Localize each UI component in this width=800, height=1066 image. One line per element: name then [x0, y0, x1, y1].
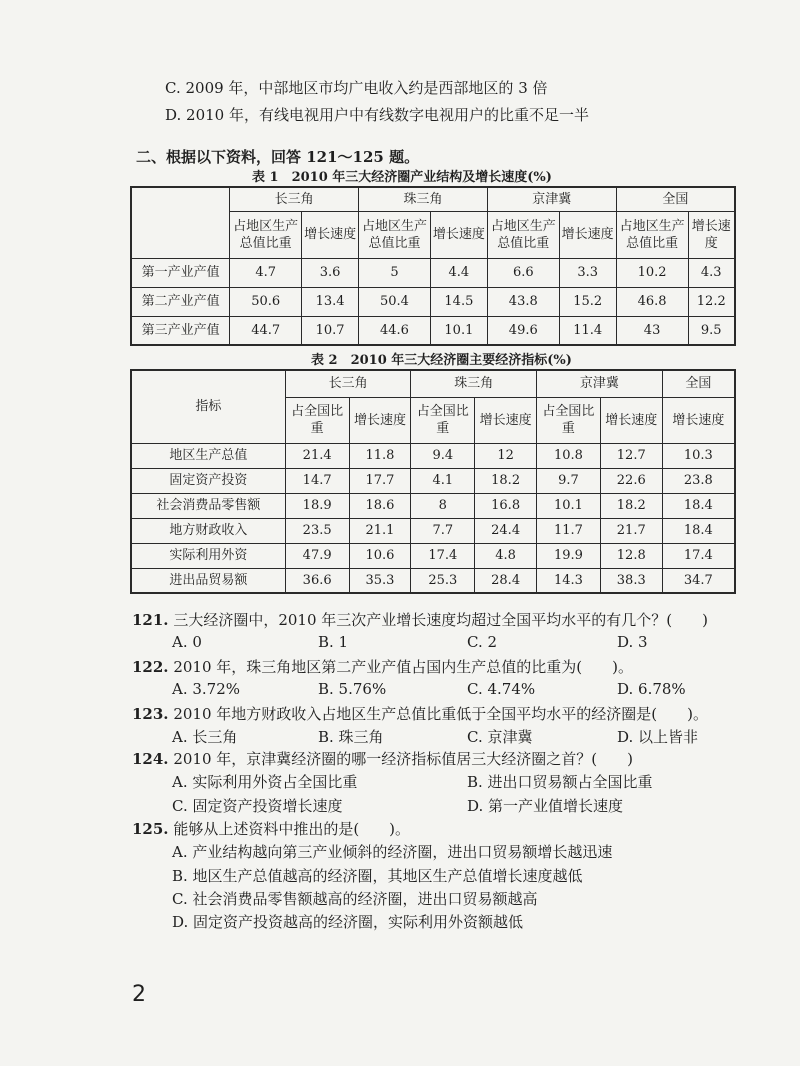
table1-region: 长三角: [230, 187, 359, 211]
option-d[interactable]: D. 以上皆非: [617, 728, 699, 746]
table2-cell: 18.9: [285, 493, 349, 518]
table1-cell: 46.8: [616, 287, 688, 316]
table1-row-label: 第二产业产值: [131, 287, 230, 316]
option-b[interactable]: B. 5.76%: [318, 680, 387, 698]
table1-subheader: 增长速度: [302, 211, 359, 258]
table1-row: [131, 287, 735, 316]
table2-cell: 35.3: [349, 568, 411, 593]
question-number: 121.: [132, 611, 169, 629]
table2-cell: 10.1: [537, 493, 601, 518]
table1-cell: 4.7: [230, 258, 302, 287]
table2-cell: 21.4: [285, 443, 349, 468]
table2-cell: 9.7: [537, 468, 601, 493]
table1-row: [131, 316, 735, 345]
table1-cell: 5: [359, 258, 431, 287]
option-a[interactable]: A. 长三角: [172, 728, 238, 746]
table2-cell: 25.3: [411, 568, 475, 593]
table2-cell: 11.8: [349, 443, 411, 468]
table2-cell: 12: [475, 443, 537, 468]
table2-cell: 36.6: [285, 568, 349, 593]
table1-cell: 13.4: [302, 287, 359, 316]
table2-cell: 22.6: [600, 468, 662, 493]
option-a[interactable]: A. 实际利用外资占全国比重: [172, 773, 358, 791]
question-text: 2010 年，京津冀经济圈的哪一经济指标值居三大经济圈之首？( ): [173, 750, 633, 768]
option-d[interactable]: D. 6.78%: [617, 680, 686, 698]
table1-row-label: 第一产业产值: [131, 258, 230, 287]
table2-cell: 24.4: [475, 518, 537, 543]
table2-cell: 38.3: [600, 568, 662, 593]
table2-cell: 12.7: [600, 443, 662, 468]
table1-subheader: 增长速度: [688, 211, 735, 258]
table1-region: 珠三角: [359, 187, 488, 211]
table1-cell: 50.4: [359, 287, 431, 316]
option-d[interactable]: D. 固定资产投资越高的经济圈，实际利用外资额越低: [172, 913, 524, 931]
table2-row-label: 地区生产总值: [131, 443, 285, 468]
table2-cell: 7.7: [411, 518, 475, 543]
table2-subheader: 占全国比重: [411, 397, 475, 443]
table2-cell: 18.2: [475, 468, 537, 493]
table2-row-label: 地方财政收入: [131, 518, 285, 543]
table2-row: [131, 568, 735, 593]
table1-cell: 4.3: [688, 258, 735, 287]
table2-caption: 表 2 2010 年三大经济圈主要经济指标(%): [311, 353, 572, 368]
table2-cell: 21.1: [349, 518, 411, 543]
table1-subheader: 占地区生产总值比重: [487, 211, 559, 258]
table2-subheader: 占全国比重: [537, 397, 601, 443]
table2-row: [131, 493, 735, 518]
option-c[interactable]: C. 4.74%: [467, 680, 536, 698]
table2-row-label: 社会消费品零售额: [131, 493, 285, 518]
table1-caption: 表 1 2010 年三大经济圈产业结构及增长速度(%): [252, 170, 552, 185]
table2-subheader: 增长速度: [349, 397, 411, 443]
table1-cell: 4.4: [430, 258, 487, 287]
table1-cell: 14.5: [430, 287, 487, 316]
question-text: 三大经济圈中，2010 年三次产业增长速度均超过全国平均水平的有几个？( ): [173, 611, 708, 629]
question-125: [132, 818, 410, 839]
table2-row-label: 固定资产投资: [131, 468, 285, 493]
option-d[interactable]: D. 第一产业值增长速度: [467, 797, 624, 815]
table2-cell: 12.8: [600, 543, 662, 568]
table2-row-label: 实际利用外资: [131, 543, 285, 568]
question-number: 124.: [132, 750, 169, 768]
table2-subheader: 占全国比重: [285, 397, 349, 443]
table1-cell: 12.2: [688, 287, 735, 316]
table2-cell: 4.8: [475, 543, 537, 568]
option-b[interactable]: B. 地区生产总值越高的经济圈，其地区生产总值增长速度越低: [172, 867, 583, 885]
table2-cell: 18.4: [662, 518, 735, 543]
table1-region: 全国: [616, 187, 735, 211]
option-b[interactable]: B. 进出口贸易额占全国比重: [467, 773, 653, 791]
table2-row-label: 进出品贸易额: [131, 568, 285, 593]
table2-indicator-header: 指标: [131, 370, 285, 443]
table1-subheader: 占地区生产总值比重: [359, 211, 431, 258]
question-number: 122.: [132, 658, 169, 676]
table1-subheader: 占地区生产总值比重: [230, 211, 302, 258]
table2-cell: 10.3: [662, 443, 735, 468]
table2: [130, 369, 736, 594]
table2-cell: 10.8: [537, 443, 601, 468]
table2-cell: 17.4: [662, 543, 735, 568]
page-number: 2: [132, 982, 146, 1007]
option-a[interactable]: A. 产业结构越向第三产业倾斜的经济圈，进出口贸易额增长越迅速: [172, 843, 613, 861]
table2-region: 京津冀: [537, 370, 663, 397]
table2-cell: 23.5: [285, 518, 349, 543]
table2-cell: 10.6: [349, 543, 411, 568]
table2-cell: 9.4: [411, 443, 475, 468]
table2-cell: 8: [411, 493, 475, 518]
table1-cell: 15.2: [559, 287, 616, 316]
table2-cell: 21.7: [600, 518, 662, 543]
intro-option-d: D. 2010 年，有线电视用户中有线数字电视用户的比重不足一半: [165, 106, 589, 124]
table2-region: 长三角: [285, 370, 411, 397]
table1-cell: 10.2: [616, 258, 688, 287]
table1-cell: 44.6: [359, 316, 431, 345]
question-text: 2010 年地方财政收入占地区生产总值比重低于全国平均水平的经济圈是( )。: [173, 705, 708, 723]
table1-row: [131, 258, 735, 287]
table2-cell: 34.7: [662, 568, 735, 593]
table2-cell: 11.7: [537, 518, 601, 543]
question-text: 2010 年，珠三角地区第二产业产值占国内生产总值的比重为( )。: [173, 658, 633, 676]
table1-cell: 3.6: [302, 258, 359, 287]
table2-cell: 18.6: [349, 493, 411, 518]
option-c[interactable]: C. 2: [467, 633, 498, 651]
option-c[interactable]: C. 社会消费品零售额越高的经济圈，进出口贸易额越高: [172, 890, 538, 908]
question-text: 能够从上述资料中推出的是( )。: [173, 820, 411, 838]
section-title: 二、根据以下资料，回答 121～125 题。: [136, 148, 420, 166]
table1-cell: 50.6: [230, 287, 302, 316]
option-c[interactable]: C. 京津冀: [467, 728, 533, 746]
table1: [130, 186, 736, 346]
table1-cell: 44.7: [230, 316, 302, 345]
table2-cell: 17.7: [349, 468, 411, 493]
table2-cell: 14.3: [537, 568, 601, 593]
question-124: [132, 748, 633, 769]
table1-cell: 3.3: [559, 258, 616, 287]
table2-cell: 4.1: [411, 468, 475, 493]
table2-row: [131, 443, 735, 468]
table2-cell: 18.4: [662, 493, 735, 518]
table2-cell: 17.4: [411, 543, 475, 568]
option-b[interactable]: B. 1: [318, 633, 349, 651]
table2-cell: 19.9: [537, 543, 601, 568]
table1-cell: 6.6: [487, 258, 559, 287]
table1-subheader: 增长速度: [559, 211, 616, 258]
table1-cell: 43: [616, 316, 688, 345]
table1-corner: [131, 187, 230, 258]
intro-option-c: C. 2009 年，中部地区市均广电收入约是西部地区的 3 倍: [165, 79, 548, 97]
table2-subheader: 增长速度: [600, 397, 662, 443]
table2-subheader: 增长速度: [662, 397, 735, 443]
table1-cell: 9.5: [688, 316, 735, 345]
table2-cell: 16.8: [475, 493, 537, 518]
table1-region: 京津冀: [487, 187, 616, 211]
question-121: [132, 609, 708, 630]
table1-row-label: 第三产业产值: [131, 316, 230, 345]
table1-cell: 11.4: [559, 316, 616, 345]
question-number: 123.: [132, 705, 169, 723]
table2-subheader: 增长速度: [475, 397, 537, 443]
table1-cell: 43.8: [487, 287, 559, 316]
option-a[interactable]: A. 0: [172, 633, 202, 651]
question-123: [132, 703, 708, 724]
question-number: 125.: [132, 820, 169, 838]
table2-row: [131, 518, 735, 543]
table1-subheader: 占地区生产总值比重: [616, 211, 688, 258]
table2-cell: 28.4: [475, 568, 537, 593]
table2-cell: 18.2: [600, 493, 662, 518]
table2-row: [131, 468, 735, 493]
table2-cell: 14.7: [285, 468, 349, 493]
table1-cell: 49.6: [487, 316, 559, 345]
table2-region: 全国: [662, 370, 735, 397]
table2-region: 珠三角: [411, 370, 537, 397]
option-a[interactable]: A. 3.72%: [172, 680, 241, 698]
option-b[interactable]: B. 珠三角: [318, 728, 384, 746]
table2-row: [131, 543, 735, 568]
table2-cell: 23.8: [662, 468, 735, 493]
table1-cell: 10.1: [430, 316, 487, 345]
table1-cell: 10.7: [302, 316, 359, 345]
table2-cell: 47.9: [285, 543, 349, 568]
option-c[interactable]: C. 固定资产投资增长速度: [172, 797, 343, 815]
question-122: [132, 656, 633, 677]
option-d[interactable]: D. 3: [617, 633, 648, 651]
table1-subheader: 增长速度: [430, 211, 487, 258]
